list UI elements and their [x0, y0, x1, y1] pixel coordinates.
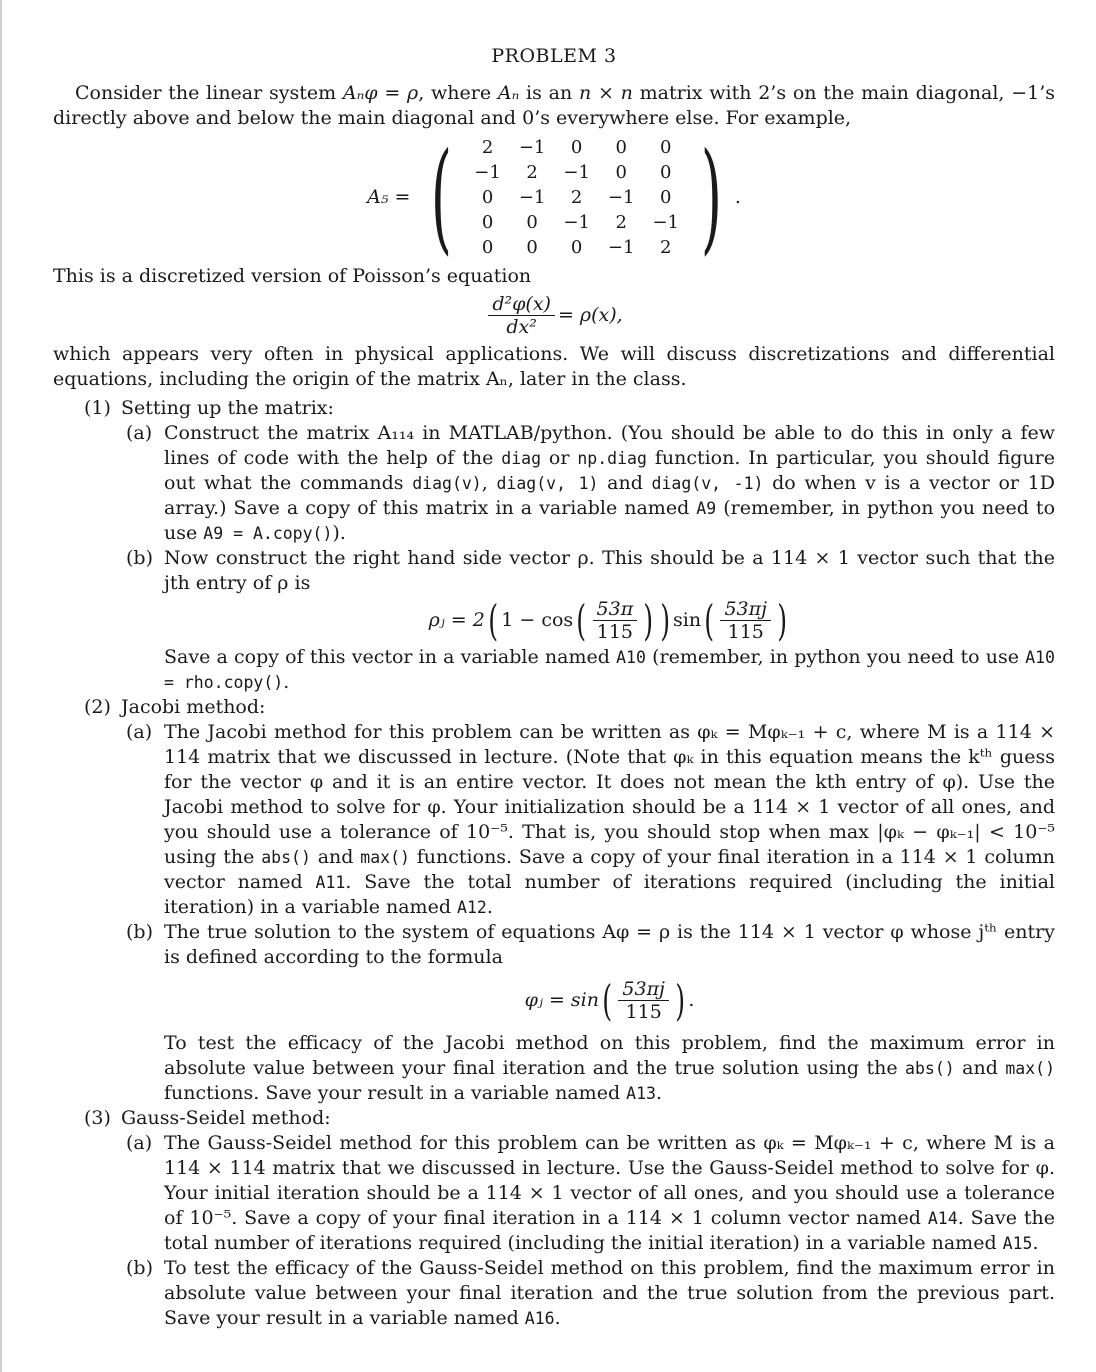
section-2-title: Jacobi method: [121, 696, 266, 718]
item-3a: (a) The Gauss-Seidel method for this problem can be written as φₖ = Mφₖ₋₁ + c, where M is a 114 × 114 matrix that we discussed in lecture. Use the Gauss-Seidel method to solve for φ. Your initial iteration should be a 114 × 1 vector of all ones, and you should use a tolerance of 10⁻⁵. Save a copy of your final iteration in a 114 × 1 column vector named A14. Save the total number of iterations required (including the initial iteration) in a variable named A15. [126, 1132, 1055, 1254]
section-1: (1) Setting up the matrix: [84, 397, 334, 419]
section-1-title: Setting up the matrix: [121, 397, 334, 419]
poisson-fraction: $\frac{\text{d²φ(x)}}{\text{dx²}}$ [488, 293, 555, 338]
left-border [0, 0, 2, 1372]
document [53, 44, 1055, 1331]
poisson-equation: $\frac{\text{d²φ(x)}}{\text{dx²}}$ = ρ(x), [53, 293, 1055, 338]
phi-equation: φⱼ = sin ( $\frac{53\pi j}{115}$ ) . [524, 975, 695, 1025]
left-paren: ( [431, 127, 453, 267]
matrix-period: . [734, 186, 741, 208]
matrix-row: 0 0 −1 2 −1 [481, 212, 679, 233]
rho-equation: ρⱼ = 2 ( 1 − cos ( $\frac{53\pi}{115}$ ) ) sin ( $\frac{53\pi j}{115}$ ) [428, 595, 788, 645]
poisson-intro: This is a discretized version of Poisson’s equation [53, 265, 532, 287]
section-3: (3) Gauss-Seidel method: [84, 1107, 331, 1129]
item-2a: (a) The Jacobi method for this problem can be written as φₖ = Mφₖ₋₁ + c, where M is a 114 × 114 matrix that we discussed in lecture. (Note that φₖ in this equation means the kᵗʰ guess for the vector φ and it is an entire vector. It does not mean the kth entry of φ). Use the Jacobi method to solve for φ. Your initialization should be a 114 × 1 vector of all ones, and you should use a tolerance of 10⁻⁵. That is, you should stop when max |φₖ − φₖ₋₁| < 10⁻⁵ using the abs() and max() functions. Save a copy of your final iteration in a 114 × 1 column vector named A11. Save the total number of iterations required (including the initial iteration) in a variable named A12. [126, 721, 1055, 918]
matrix-row: −1 2 −1 0 0 [474, 162, 672, 183]
matrix-row: 0 0 0 −1 2 [481, 237, 672, 258]
matrix-row: 0 −1 2 −1 0 [481, 187, 672, 208]
section-3-title: Gauss-Seidel method: [121, 1107, 331, 1129]
section-2: (2) Jacobi method: [84, 696, 266, 718]
matrix-label: A₅ = [367, 186, 411, 208]
item-2b: (b) The true solution to the system of equations Aφ = ρ is the 114 × 1 vector φ whose jᵗʰ entry is defined according to the formula φⱼ = sin ( $\frac{53\pi j}{115}$ ) . To test the efficacy of the Jacobi method on this problem, find the maximum error in absolute value between your final iteration and the true solution using the abs() and max() functions. Save your result in a variable named A13. [126, 921, 1055, 1104]
item-3b: (b) To test the efficacy of the Gauss-Seidel method on this problem, find the maximum error in absolute value between your final iteration and the true solution from the previous part. Save your result in a variable named A16. [126, 1257, 1055, 1329]
example-matrix [53, 127, 1055, 267]
item-1a: (a) Construct the matrix A₁₁₄ in MATLAB/python. (You should be able to do this in only a few lines of code with the help of the diag or np.diag function. In particular, you should figure out what the commands diag(v), diag(v, 1) and diag(v, -1) do when v is a vector or 1D array.) Save a copy of this matrix in a variable named A9 (remember, in python you need to use A9 = A.copy()). [126, 422, 1056, 544]
discretization-paragraph: which appears very often in physical applications. We will discuss discretizations and differential equations, including the origin of the matrix Aₙ, later in the class. [53, 343, 1055, 390]
matrix-row: 2 −1 0 0 0 [481, 137, 672, 158]
item-1b: (b) Now construct the right hand side vector ρ. This should be a 114 × 1 vector such that the jth entry of ρ is ρⱼ = 2 ( 1 − cos ( $\frac{53\pi}{115}$ ) ) sin ( $\frac{53\pi j}{115}$ ) Save a copy of this vector in a variable named A10 (remember, in python you need to use A10 = rho.copy(). [126, 547, 1055, 693]
matrix-table [465, 135, 688, 260]
right-paren: ) [700, 127, 722, 267]
intro-paragraph: Consider the linear system Aₙφ = ρ, where Aₙ is an n × n matrix with 2’s on the main diagonal, −1’s directly above and below the main diagonal and 0’s everywhere else. For example, [53, 82, 1055, 129]
page-title: PROBLEM 3 [491, 45, 617, 67]
